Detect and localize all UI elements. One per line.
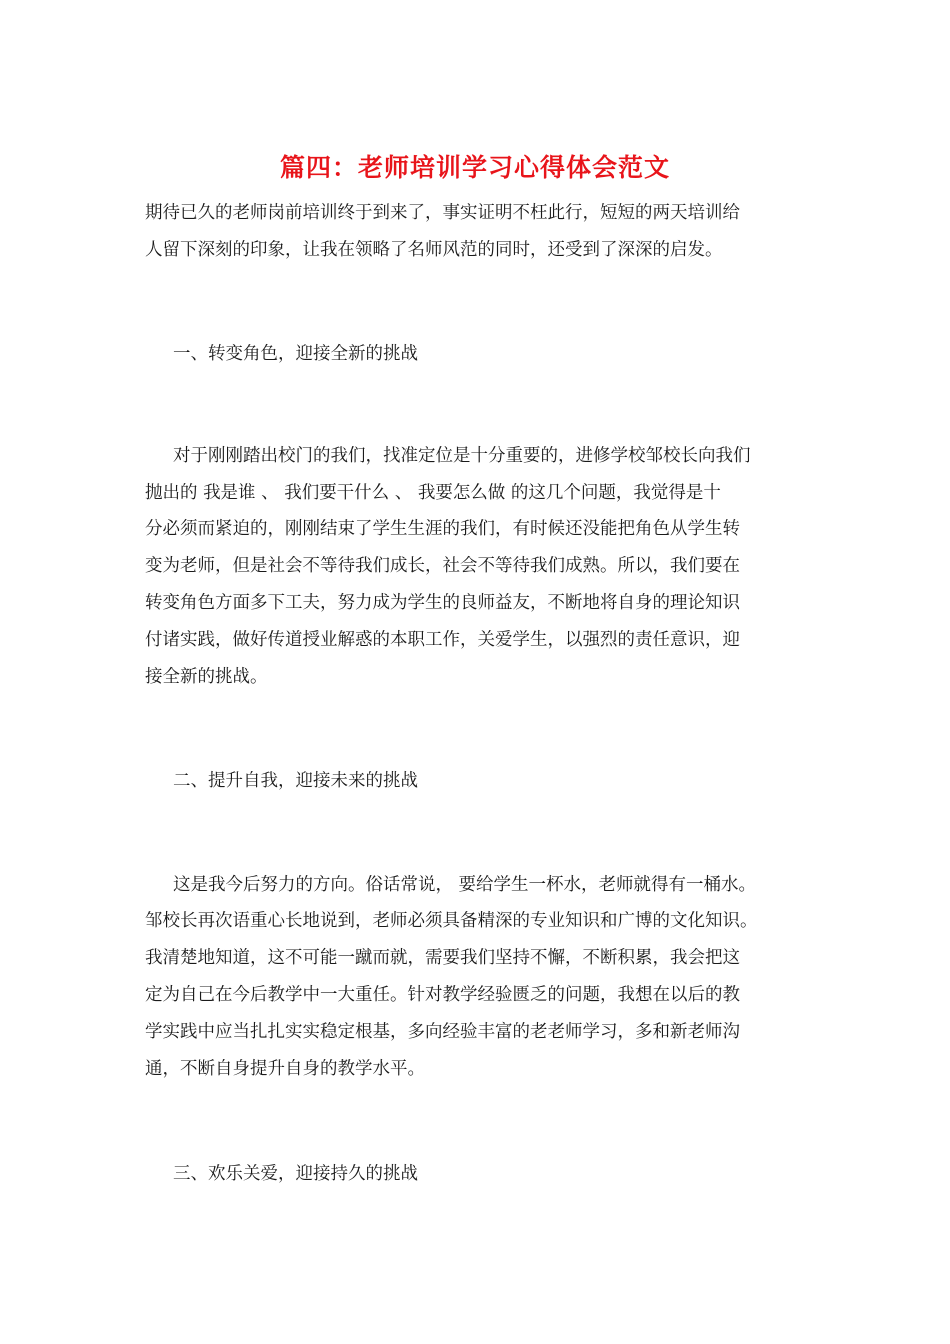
section3-heading: 三、欢乐关爱，迎接持久的挑战: [173, 1164, 418, 1184]
section1-line-6: 付诸实践，做好传道授业解惑的本职工作，关爱学生，以强烈的责任意识，迎: [145, 630, 740, 650]
section2-line-2: 邹校长再次语重心长地说到，老师必须具备精深的专业知识和广博的文化知识。: [145, 911, 758, 931]
section1-line-7: 接全新的挑战。: [145, 667, 268, 687]
section1-line-3: 分必须而紧迫的，刚刚结束了学生生涯的我们，有时候还没能把角色从学生转: [145, 519, 740, 539]
section2-line-1: 这是我今后努力的方向。俗话常说， 要给学生一杯水，老师就得有一桶水。: [173, 875, 757, 895]
section1-line-1: 对于刚刚踏出校门的我们，找准定位是十分重要的，进修学校邹校长向我们: [173, 446, 751, 466]
section2-line-6: 通，不断自身提升自身的教学水平。: [145, 1059, 425, 1079]
document-title: 篇四：老师培训学习心得体会范文: [279, 153, 670, 182]
section2-line-3: 我清楚地知道，这不可能一蹴而就，需要我们坚持不懈，不断积累，我会把这: [145, 948, 740, 968]
section2-heading: 二、提升自我，迎接未来的挑战: [173, 771, 418, 791]
intro-line-2: 人留下深刻的印象，让我在领略了名师风范的同时，还受到了深深的启发。: [145, 240, 723, 260]
section1-line-5: 转变角色方面多下工夫，努力成为学生的良师益友，不断地将自身的理论知识: [145, 593, 740, 613]
intro-line-1: 期待已久的老师岗前培训终于到来了，事实证明不枉此行，短短的两天培训给: [145, 203, 740, 223]
section1-line-4: 变为老师，但是社会不等待我们成长，社会不等待我们成熟。所以，我们要在: [145, 556, 740, 576]
section2-line-4: 定为自己在今后教学中一大重任。针对教学经验匮乏的问题，我想在以后的教: [145, 985, 740, 1005]
section1-heading: 一、转变角色，迎接全新的挑战: [173, 344, 418, 364]
section2-line-5: 学实践中应当扎扎实实稳定根基，多向经验丰富的老老师学习，多和新老师沟: [145, 1022, 740, 1042]
section1-line-2: 抛出的 我是谁 、 我们要干什么 、 我要怎么做 的这几个问题，我觉得是十: [145, 483, 721, 503]
